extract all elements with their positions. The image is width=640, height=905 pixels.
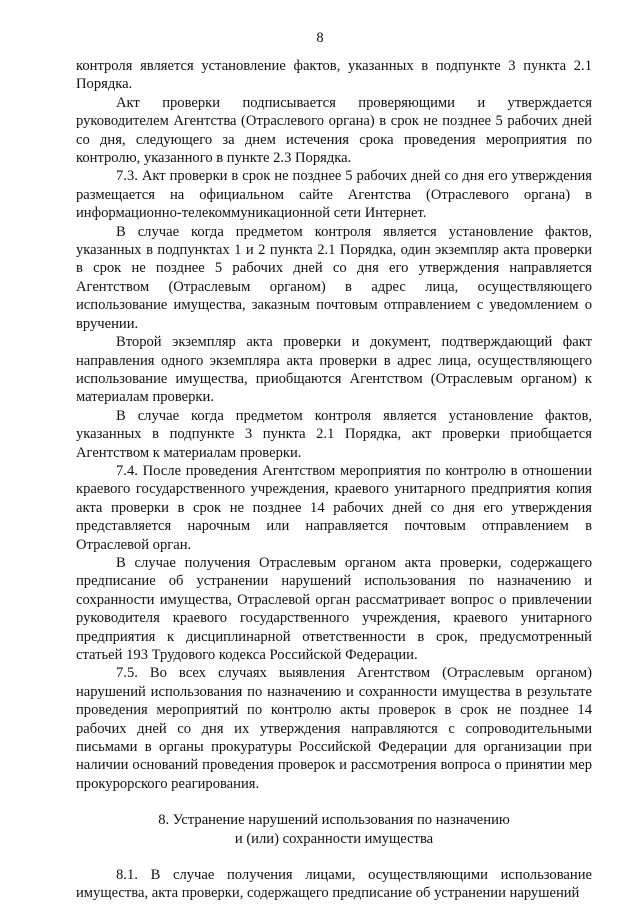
section-heading-line-1: 8. Устранение нарушений использования по назначению: [158, 812, 510, 829]
paragraph-continuation: контроля является установление фактов, указанных в подпункте 3 пункта 2.1 Порядка.: [76, 58, 592, 93]
paragraph-7-5: 7.5. Во всех случаях выявления Агентством (Отраслевым органом) нарушений использования по назначению и сохранности имущества в результате проведения мероприятий по контролю акты проверок в срок не позднее 14 рабочих дней со дня их утверждения направляются с сопроводительными письмами в органы прокуратуры Российской Федерации для организации при наличии оснований проведения проверок и рассмотрения вопроса о принятии мер прокурорского реагирования.: [76, 665, 592, 792]
section-heading: [76, 811, 592, 848]
section-heading-line-2: и (или) сохранности имущества: [234, 830, 434, 847]
page-number: 8: [316, 30, 324, 46]
paragraph-act-signing: Акт проверки подписывается проверяющими и утверждается руководителем Агентства (Отраслевого органа) в срок не позднее 5 рабочих дней со дня, следующего за днем истечения срока проведения мероприятия по контролю, указанного в пункте 2.3 Порядка.: [76, 94, 592, 167]
paragraph-8-1: 8.1. В случае получения лицами, осуществляющими использование имущества, акта проверки, содержащего предписание об устранении нарушений: [76, 867, 592, 902]
paragraph-7-3: 7.3. Акт проверки в срок не позднее 5 рабочих дней со дня его утверждения размещается на официальном сайте Агентства (Отраслевого органа) в информационно-телекоммуникационной сети Интернет.: [76, 168, 592, 222]
paragraph-7-4: 7.4. После проведения Агентством мероприятия по контролю в отношении краевого государственного учреждения, краевого унитарного предприятия копия акта проверки в срок не позднее 14 рабочих дней со дня его утверждения представляется нарочным или направляется почтовым отправлением в Отраслевой орган.: [76, 462, 592, 553]
paragraph-sectoral-body: В случае получения Отраслевым органом акта проверки, содержащего предписание об устранении нарушений использования по назначению и сохранности имущества, Отраслевой орган рассматривает вопрос о привлечении руководителя краевого государственного учреждения, краевого унитарного предприятия к дисциплинарной ответственности в срок, предусмотренный статьей 193 Трудового кодекса Российской Федерации.: [76, 554, 592, 663]
paragraph-subpoint-3: В случае когда предметом контроля является установление фактов, указанных в подпункте 3 пункта 2.1 Порядка, акт проверки приобщается Агентством к материалам проверки.: [76, 407, 592, 461]
document-body: [76, 57, 592, 903]
paragraph-subpoints-1-2: В случае когда предметом контроля является установление фактов, указанных в подпунктах 1 и 2 пункта 2.1 Порядка, один экземпляр акта проверки в срок не позднее 5 рабочих дней со дня его утверждения направляется Агентством (Отраслевым органом) в адрес лица, осуществляющего использование имущества, заказным почтовым отправлением с уведомлением о вручении.: [76, 223, 592, 332]
paragraph-second-copy: Второй экземпляр акта проверки и документ, подтверждающий факт направления одного экземпляра акта проверки в адрес лица, осуществляющего использование имущества, приобщаются Агентством (Отраслевым органом) к материалам проверки.: [76, 334, 592, 406]
